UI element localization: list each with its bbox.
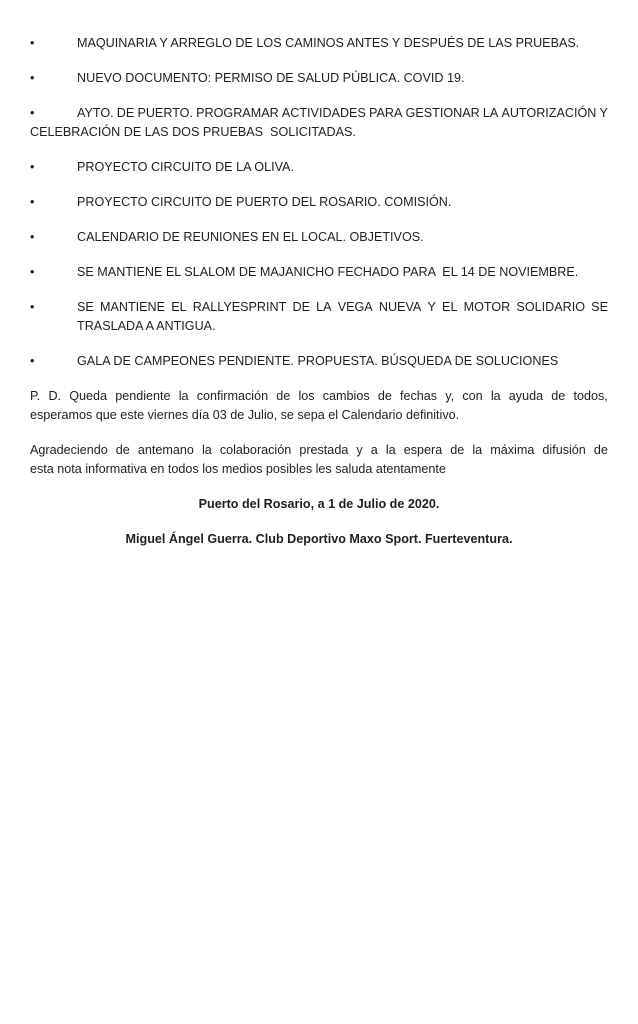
word: LA xyxy=(482,106,499,120)
word: SE xyxy=(77,300,94,314)
word: colaboración xyxy=(219,443,292,457)
word: la xyxy=(385,443,396,457)
word: cambios xyxy=(322,389,370,403)
text-line: Puerto del Rosario, a 1 de Julio de 2020. xyxy=(198,497,440,511)
signature xyxy=(30,530,608,549)
bullet-item xyxy=(30,298,608,336)
word: con xyxy=(462,389,483,403)
paragraph xyxy=(30,387,608,425)
bullet-item xyxy=(30,34,608,53)
word: de xyxy=(276,389,291,403)
word: DE xyxy=(292,300,310,314)
bullet-marker: • xyxy=(30,106,35,120)
word: la xyxy=(201,443,212,457)
text-line xyxy=(30,298,608,317)
word: PARA xyxy=(369,106,403,120)
word: espera xyxy=(403,443,443,457)
bullet-marker: • xyxy=(30,230,35,244)
bullet-text: CALENDARIO DE REUNIONES EN EL LOCAL. OBJETIVOS. xyxy=(77,230,424,244)
word: de xyxy=(551,389,566,403)
word: y, xyxy=(445,389,455,403)
word: LA xyxy=(316,300,332,314)
word: AUTORIZACIÓN xyxy=(501,106,597,120)
text-line xyxy=(30,193,608,212)
text-line xyxy=(30,69,608,88)
document-content xyxy=(30,34,608,549)
text-line xyxy=(30,158,608,177)
bullet-item xyxy=(30,69,608,88)
text-line xyxy=(30,352,608,371)
paragraph xyxy=(30,441,608,479)
word: prestada xyxy=(299,443,349,457)
word: SE xyxy=(591,300,608,314)
word: de xyxy=(115,443,130,457)
word: de xyxy=(593,443,608,457)
bullet-text: GALA DE CAMPEONES PENDIENTE. PROPUESTA. BÚSQUEDA DE SOLUCIONES xyxy=(77,354,559,368)
word: antemano xyxy=(137,443,194,457)
word: NUEVA xyxy=(378,300,422,314)
text-line xyxy=(30,34,608,53)
bullet-item xyxy=(30,193,608,212)
bullet-text: PROYECTO CIRCUITO DE PUERTO DEL ROSARIO. COMISIÓN. xyxy=(77,195,452,209)
word: Agradeciendo xyxy=(30,443,108,457)
word: Queda xyxy=(69,389,108,403)
word: la xyxy=(472,443,483,457)
text-line: CELEBRACIÓN DE LAS DOS PRUEBAS SOLICITADAS. xyxy=(30,125,356,139)
text-line xyxy=(30,228,608,247)
bullet-item xyxy=(30,263,608,282)
text-line: esta nota informativa en todos los medios posibles les saluda atentamente xyxy=(30,462,446,476)
word: difusión xyxy=(542,443,586,457)
bullet-text: NUEVO DOCUMENTO: PERMISO DE SALUD PÚBLICA. COVID 19. xyxy=(77,71,465,85)
word: la xyxy=(178,389,189,403)
text-line: TRASLADA A ANTIGUA. xyxy=(77,319,216,333)
bullet-marker: • xyxy=(30,354,35,368)
word: fechas xyxy=(400,389,438,403)
word: ACTIVIDADES xyxy=(281,106,366,120)
word: SOLIDARIO xyxy=(516,300,586,314)
bullet-marker: • xyxy=(30,71,35,85)
word: EL xyxy=(442,300,458,314)
word: y xyxy=(356,443,363,457)
word: Y xyxy=(427,300,436,314)
justified-text xyxy=(77,104,608,123)
word: máxima xyxy=(490,443,535,457)
bullet-text: SE MANTIENE EL SLALOM DE MAJANICHO FECHADO PARA EL 14 DE NOVIEMBRE. xyxy=(77,265,579,279)
word: AYTO. xyxy=(77,106,114,120)
justified-text xyxy=(30,441,608,460)
bullet-marker: • xyxy=(30,265,35,279)
bullet-marker: • xyxy=(30,300,35,314)
word: MOTOR xyxy=(463,300,511,314)
word: MANTIENE xyxy=(99,300,166,314)
word: confirmación xyxy=(196,389,269,403)
bullet-marker: • xyxy=(30,36,35,50)
word: pendiente xyxy=(115,389,171,403)
text-line xyxy=(30,263,608,282)
text-line: Miguel Ángel Guerra. Club Deportivo Maxo Sport. Fuerteventura. xyxy=(125,532,513,546)
dateline xyxy=(30,495,608,514)
word: la xyxy=(490,389,501,403)
bullet-text: MAQUINARIA Y ARREGLO DE LOS CAMINOS ANTES Y DESPUÉS DE LAS PRUEBAS. xyxy=(77,36,580,50)
justified-text xyxy=(77,298,608,317)
bullet-text: PROYECTO CIRCUITO DE LA OLIVA. xyxy=(77,160,294,174)
word: todos, xyxy=(573,389,608,403)
word: ayuda xyxy=(508,389,544,403)
word: PUERTO. xyxy=(137,106,193,120)
justified-text xyxy=(30,387,608,406)
word: DE xyxy=(116,106,135,120)
text-line xyxy=(30,387,608,406)
word: GESTIONAR xyxy=(405,106,480,120)
word: Y xyxy=(599,106,608,120)
word: de xyxy=(377,389,392,403)
word: los xyxy=(298,389,315,403)
bullet-item xyxy=(30,352,608,371)
word: D. xyxy=(48,389,62,403)
word: a xyxy=(370,443,378,457)
word: EL xyxy=(171,300,187,314)
text-line: esperamos que este viernes día 03 de Julio, se sepa el Calendario definitivo. xyxy=(30,408,460,422)
bullet-item xyxy=(30,228,608,247)
bullet-marker: • xyxy=(30,160,35,174)
bullet-item xyxy=(30,158,608,177)
word: RALLYESPRINT xyxy=(192,300,287,314)
bullet-marker: • xyxy=(30,195,35,209)
text-line xyxy=(30,104,608,123)
word: PROGRAMAR xyxy=(196,106,279,120)
text-line xyxy=(30,441,608,460)
word: VEGA xyxy=(337,300,373,314)
word: P. xyxy=(30,389,41,403)
word: de xyxy=(450,443,465,457)
bullet-item xyxy=(30,104,608,142)
